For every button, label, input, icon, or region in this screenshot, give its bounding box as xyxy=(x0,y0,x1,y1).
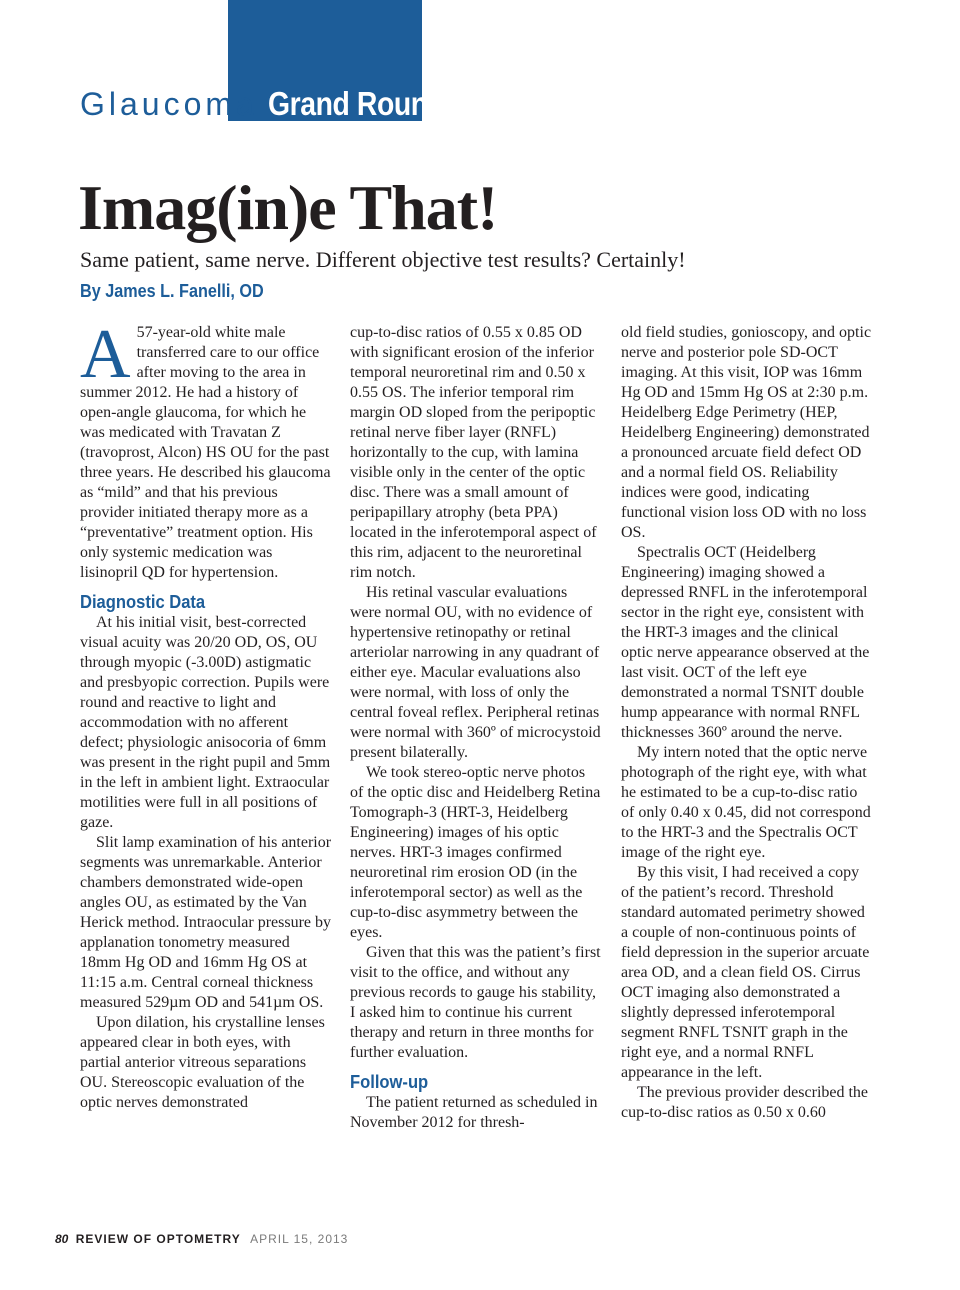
paragraph-text: The previous provider described the cup-to-disc ratios as 0.50 x 0.60 xyxy=(621,1084,869,1121)
body-paragraph xyxy=(80,1013,332,1113)
body-paragraph xyxy=(621,1083,873,1123)
paragraph-text: My intern noted that the optic nerve photograph of the right eye, with what he estimated to be a cup-to-disc ratio of only 0.40 x 0.45, did not correspond to the HRT-3 and the Spectralis OCT image of the right eye. xyxy=(621,744,871,861)
paragraph-text: His retinal vascular evaluations were normal OU, with no evidence of hypertensive retinopathy or retinal arteriolar narrowing in any quadrant of either eye. Macular evaluations also were normal, with loss of only the central foveal reflex. Peripheral retinas were normal with 360º of microcystoid present bilaterally. xyxy=(350,584,601,761)
body-paragraph xyxy=(621,543,873,743)
body-paragraph xyxy=(350,943,602,1063)
paragraph-text: We took stereo-optic nerve photos of the optic disc and Heidelberg Retina Tomograph-3 (HRT-3, Heidelberg Engineering) images of his optic nerves. HRT-3 images confirmed neuroretinal rim erosion OD (in the inferotemporal sector) as well as the cup-to-disc asymmetry between the eyes. xyxy=(350,764,601,941)
page-number: 80 xyxy=(55,1232,69,1246)
article-byline: By James L. Fanelli, OD xyxy=(80,281,264,301)
body-paragraph xyxy=(350,1093,602,1133)
section-name: Glaucoma xyxy=(80,86,258,122)
paragraph-text: The patient returned as scheduled in November 2012 for thresh- xyxy=(350,1094,598,1131)
body-paragraph xyxy=(80,316,332,583)
body-paragraph xyxy=(350,323,602,583)
paragraph-text: Given that this was the patient’s first visit to the office, and without any previous records to gauge his stability, I asked him to continue his current therapy and return in three months for further evaluation. xyxy=(350,944,601,1061)
body-paragraph xyxy=(350,583,602,763)
paragraph-text: Slit lamp examination of his anterior segments was unremarkable. Anterior chambers demonstrated wide-open angles OU, as estimated by the Van Herick method. Intraocular pressure by applanation tonometry measured 18mm Hg OD and 16mm Hg OS at 11:15 a.m. Central corneal thickness measured 529µm OD and 541µm OS. xyxy=(80,834,332,1011)
paragraph-text: By this visit, I had received a copy of the patient’s record. Threshold standard automated perimetry showed a couple of non-continuous points of field depression in the superior arcuate area OD, and a clean field OS. Cirrus OCT imaging also demonstrated a slightly depressed inferotemporal segment RNFL TSNIT graph in the right eye, and a normal RNFL appearance in the left. xyxy=(621,864,870,1081)
body-paragraph xyxy=(350,763,602,943)
body-paragraph xyxy=(80,833,332,1013)
paragraph-text: Upon dilation, his crystalline lenses appeared clear in both eyes, with partial anterior vitreous separations OU. Stereoscopic evaluation of the optic nerves demonstrated xyxy=(80,1014,325,1111)
magazine-name: REVIEW OF OPTOMETRY xyxy=(75,1232,241,1246)
article-title: Imag(in)e That! xyxy=(78,172,498,243)
article-subtitle: Same patient, same nerve. Different objective test results? Certainly! xyxy=(80,247,686,272)
body-paragraph xyxy=(80,613,332,833)
paragraph-text: Spectralis OCT (Heidelberg Engineering) imaging showed a depressed RNFL in the inferotemporal sector in the right eye, consistent with the HRT-3 images and the clinical optic nerve appearance observed at the last visit. OCT of the left eye demonstrated a normal TSNIT double hump appearance with normal RNFL thicknesses 360º around the nerve. xyxy=(621,544,870,741)
body-paragraph xyxy=(621,743,873,863)
drop-cap: A xyxy=(80,316,131,393)
section-heading: Diagnostic Data xyxy=(80,592,206,612)
issue-date: APRIL 15, 2013 xyxy=(250,1232,349,1246)
paragraph-text: old field studies, gonioscopy, and optic nerve and posterior pole SD-OCT imaging. At this visit, IOP was 16mm Hg OD and 15mm Hg OS at 2:30 p.m. Heidelberg Edge Perimetry (HEP, Heidelberg Engineering) demonstrated a pronounced arcuate field defect OD and a normal field OS. Reliability indices were good, indicating functional vision loss OD with no loss OS. xyxy=(621,324,872,541)
body-paragraph xyxy=(621,323,873,543)
section-subname: Grand Rounds xyxy=(267,85,460,122)
text-column-1 xyxy=(80,316,332,1113)
body-paragraph xyxy=(621,863,873,1083)
paragraph-text: cup-to-disc ratios of 0.55 x 0.85 OD with significant erosion of the inferior temporal neuroretinal rim and 0.50 x 0.55 OS. The inferior temporal rim margin OD sloped from the peripoptic retinal nerve fiber layer (RNFL) horizontally to the cup, with lamina visible only in the center of the optic disc. There was a small amount of peripapillary atrophy (beta PPA) located in the inferotemporal aspect of this rim, adjacent to the neuroretinal rim notch. xyxy=(350,324,597,581)
text-column-2 xyxy=(350,323,602,1133)
page-footer xyxy=(55,1231,348,1247)
text-column-3 xyxy=(621,323,873,1123)
paragraph-text: At his initial visit, best-corrected visual acuity was 20/20 OD, OS, OU through myopic (-3.00D) astigmatic and presbyopic correction. Pupils were round and reactive to light and accommodation with no afferent defect; physiologic anisocoria of 6mm was present in the right pupil and 5mm in the left in ambient light. Extraocular motilities were full in all positions of gaze. xyxy=(80,614,331,831)
section-header xyxy=(80,84,491,124)
section-heading: Follow-up xyxy=(350,1072,429,1092)
paragraph-text: 57-year-old white male transferred care to our office after moving to the area in summer 2012. He had a history of open-angle glaucoma, for which he was medicated with Travatan Z (travoprost, Alcon) HS OU for the past three years. He described his glaucoma as “mild” and that his previous provider initiated therapy more as a “preventative” treatment option. His only systemic medication was lisinopril QD for hypertension. xyxy=(80,324,331,581)
